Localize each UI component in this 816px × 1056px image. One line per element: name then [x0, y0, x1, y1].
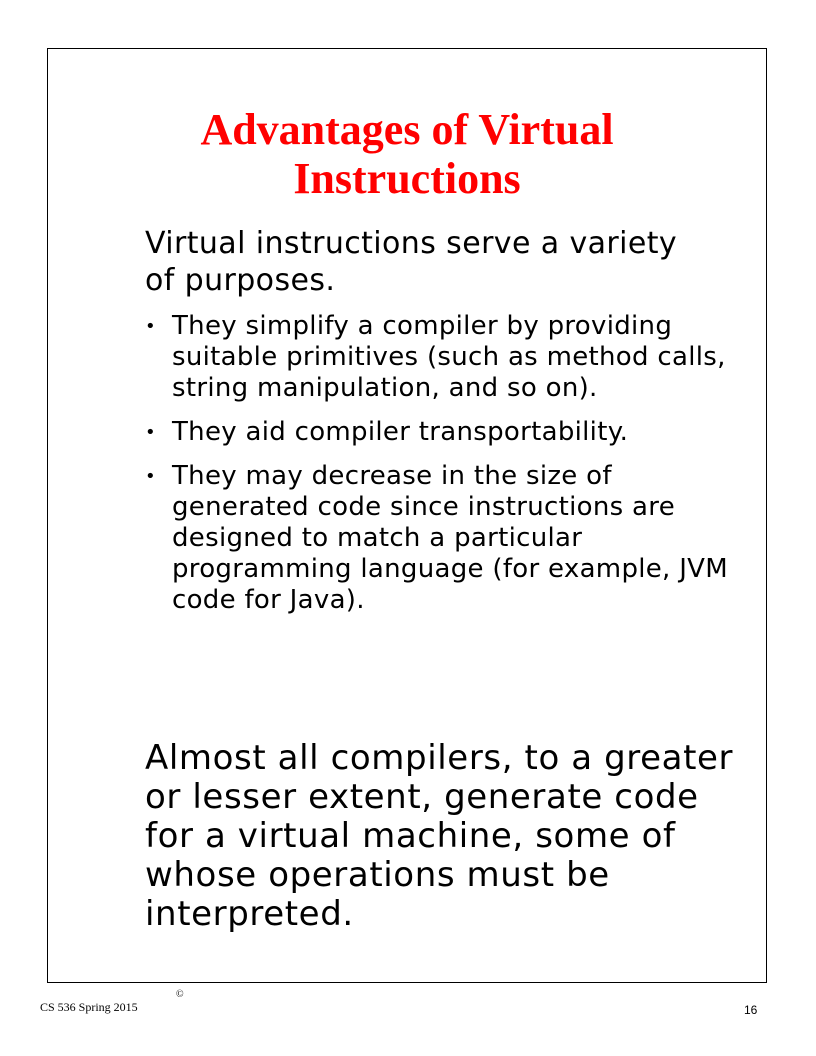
bullet-dot-icon: • [145, 316, 156, 337]
bullet-dot-icon: • [145, 466, 156, 487]
bullet-list [145, 311, 745, 629]
bullet-item-primitives [145, 311, 745, 404]
slide-title-line-2: Instructions [293, 154, 521, 203]
slide-title [48, 105, 766, 203]
slide-frame [47, 48, 767, 983]
bullet-text: They may decrease in the size of generated code since instructions are designed to match a particular programming language (for example, JVM code for Java). [172, 461, 728, 615]
footer-course-label: CS 536 Spring 2015 [40, 1000, 138, 1014]
intro-paragraph: Virtual instructions serve a variety of purposes. [145, 226, 678, 298]
bullet-item-transportability [145, 417, 745, 448]
bullet-text: They aid compiler transportability. [172, 417, 629, 447]
conclusion-paragraph: Almost all compilers, to a greater or lesser extent, generate code for a virtual machine, some of whose operations must be interpreted. [145, 738, 734, 934]
copyright-icon: © [176, 989, 184, 1000]
page-number: 16 [744, 1003, 758, 1017]
bullet-item-code-size [145, 461, 745, 616]
slide-title-line-1: Advantages of Virtual [200, 105, 614, 154]
bullet-dot-icon: • [145, 422, 156, 443]
bullet-text: They simplify a compiler by providing suitable primitives (such as method calls, string manipulation, and so on). [172, 311, 726, 403]
